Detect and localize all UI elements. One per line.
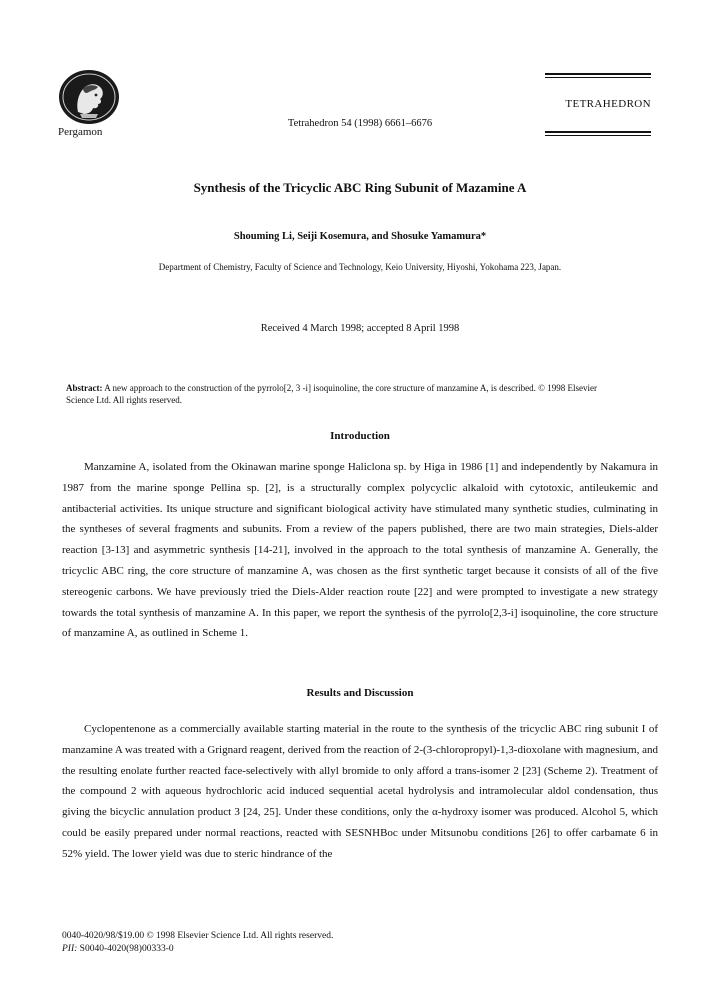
pii-line [62, 943, 333, 956]
journal-name: TETRAHEDRON [565, 98, 651, 110]
article-title: Synthesis of the Tricyclic ABC Ring Subunit of Mazamine A [193, 180, 527, 195]
introduction-paragraph: Manzamine A, isolated from the Okinawan marine sponge Haliclona sp. by Higa in 1986 [1] and independently by Nakamura in 1987 from the marine sponge Pellina sp. [2], is a structurally complex polycyclic alkaloid with cytotoxic, antileukemic and antibacterial activities. Its unique structure and significant biological activity have stimulated many synthetic studies, culminating in the syntheses of several fragments and subunits. From a review of the papers published, there are two main strategies, Diels-alder reaction [3-13] and asymmetric synthesis [14-21], involved in the approach to the total synthesis of manzamine A. Generally, the tricyclic ABC ring, the core structure of manzamine A, was chosen as the first synthetic target because it consists of all of the five stereogenic carbons. We have previously tried the Diels-Alder reaction route [22] and were prompted to investigate a new strategy towards the total synthesis of manzamine A. In this paper, we report the synthesis of the pyrrolo[2,3-i] isoquinoline, the core structure of manzamine A, as outlined in Scheme 1. [62, 461, 658, 640]
journal-rule-bottom [545, 131, 651, 138]
author-affiliation: Department of Chemistry, Faculty of Science and Technology, Keio University, Hiyoshi, Yokohama 223, Japan. [158, 262, 562, 272]
received-dates: Received 4 March 1998; accepted 8 April 1998 [260, 323, 460, 334]
page-footer [62, 930, 333, 955]
introduction-heading: Introduction [330, 430, 390, 442]
journal-citation: Tetrahedron 54 (1998) 6661–6676 [287, 118, 433, 129]
results-heading: Results and Discussion [306, 687, 414, 699]
abstract-text: A new approach to the construction of the pyrrolo[2, 3 -i] isoquinoline, the core structure of manzamine A, is described. © 1998 Elsevier Science Ltd. All rights reserved. [66, 383, 597, 405]
copyright-line: 0040-4020/98/$19.00 © 1998 Elsevier Science Ltd. All rights reserved. [62, 931, 334, 941]
results-paragraph: Cyclopentenone as a commercially available starting material in the route to the synthesis of the tricyclic ABC ring subunit I of manzamine A was treated with a Grignard reagent, derived from the reaction of 2-(3-chloropropyl)-1,3-dioxolane with magnesium, and the resulting enolate further reacted face-selectively with allyl bromide to only afford a trans-isomer 2 [23] (Scheme 2). Treatment of the compound 2 with aqueous hydrochloric acid induced sequential acetal hydrolysis and intramolecular aldol condensation, thus giving the bicyclic annulation product 3 [24, 25]. Under these conditions, only the α-hydroxy isomer was produced. Alcohol 5, which could be easily prepared under normal reactions, reacted with SESNHBoc under Mitsunobu conditions [26] to offer carbamate 6 in 52% yield. The lower yield was due to steric hindrance of the [62, 723, 658, 860]
pii-value: S0040-4020(98)00333-0 [77, 943, 174, 954]
results-body [62, 719, 658, 865]
journal-rule-top [545, 73, 651, 80]
abstract-label: Abstract: [66, 383, 103, 393]
pii-label: PII: [62, 943, 78, 954]
abstract [66, 383, 606, 406]
publisher-name: Pergamon [58, 126, 103, 138]
article-authors: Shouming Li, Seiji Kosemura, and Shosuke Yamamura* [233, 231, 487, 242]
introduction-body [62, 457, 658, 644]
